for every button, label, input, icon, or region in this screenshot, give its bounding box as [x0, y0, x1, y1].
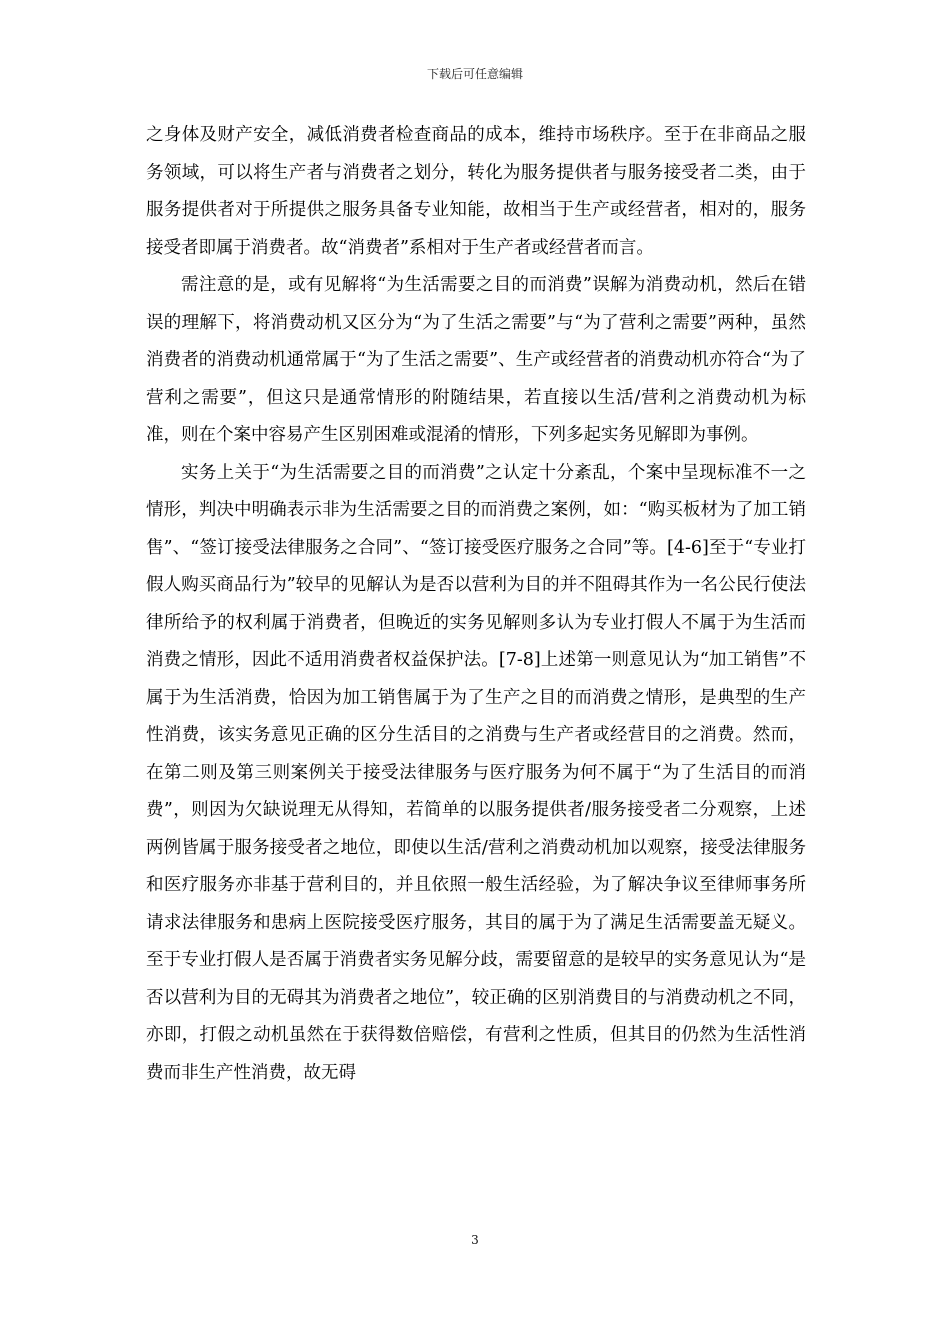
body-paragraph: 实务上关于“为生活需要之目的而消费”之认定十分紊乱，个案中呈现标准不一之情形，判决中明确表示非为生活需要之目的而消费之案例，如：“购买板材为了加工销售”、“签订接受法律服务之合同”、“签订接受医疗服务之合同”等。[4-6]至于“专业打假人购买商品行为”较早的见解认为是否以营利为目的并不阻碍其作为一名公民行使法律所给予的权利属于消费者，但晚近的实务见解则多认为专业打假人不属于为生活而消费之情形，因此不适用消费者权益保护法。[7-8]上述第一则意见认为“加工销售”不属于为生活消费，恰因为加工销售属于为了生产之目的而消费之情形，是典型的生产性消费，该实务意见正确的区分生活目的之消费与生产者或经营目的之消费。然而，在第二则及第三则案例关于接受法律服务与医疗服务为何不属于“为了生活目的而消费”，则因为欠缺说理无从得知，若简单的以服务提供者/服务接受者二分观察，上述两例皆属于服务接受者之地位，即使以生活/营利之消费动机加以观察，接受法律服务和医疗服务亦非基于营利目的，并且依照一般生活经验，为了解决争议至律师事务所请求法律服务和患病上医院接受医疗服务，其目的属于为了满足生活需要盖无疑义。至于专业打假人是否属于消费者实务见解分歧，需要留意的是较早的实务意见认为“是否以营利为目的无碍其为消费者之地位”，较正确的区别消费目的与消费动机之不同，亦即，打假之动机虽然在于获得数倍赔偿，有营利之性质，但其目的仍然为生活性消费而非生产性消费，故无碍: [146, 462, 806, 1083]
document-body: [146, 117, 806, 1092]
body-paragraph: 需注意的是，或有见解将“为生活需要之目的而消费”误解为消费动机，然后在错误的理解下，将消费动机又区分为“为了生活之需要”与“为了营利之需要”两种，虽然消费者的消费动机通常属于“为了生活之需要”、生产或经营者的消费动机亦符合“为了营利之需要”，但这只是通常情形的附随结果，若直接以生活/营利之消费动机为标准，则在个案中容易产生区别困难或混淆的情形，下列多起实务见解即为事例。: [146, 275, 806, 445]
page-header: 下载后可任意编辑: [426, 67, 523, 81]
page-number: 3: [471, 1233, 479, 1247]
body-paragraph: 之身体及财产安全，减低消费者检查商品的成本，维持市场秩序。至于在非商品之服务领域，可以将生产者与消费者之划分，转化为服务提供者与服务接受者二类，由于服务提供者对于所提供之服务具备专业知能，故相当于生产或经营者，相对的，服务接受者即属于消费者。故“消费者”系相对于生产者或经营者而言。: [146, 125, 806, 258]
